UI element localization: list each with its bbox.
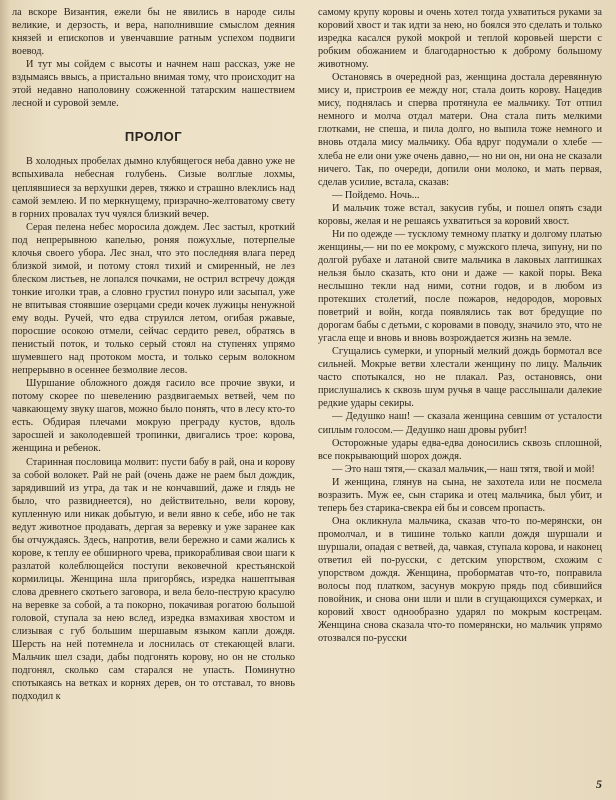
body-paragraph: Осторожные удары едва-едва доносились сквозь сплошной, все покрывающий шорох дождя.: [318, 437, 602, 462]
right-column: [318, 6, 602, 645]
dialogue-line: — Дедушко наш! — сказала женщина севшим от усталости сиплым голосом.— Дедушко наш дровы рубит!: [318, 411, 602, 436]
dialogue-line: — Это наш тятя,— сказал мальчик,— наш тятя, твой и мой!: [332, 463, 595, 475]
page-fold-shadow: [0, 0, 10, 800]
body-paragraph: Сгущались сумерки, и упорный мелкий дождь бормотал все сильней. Мокрые ветви хлестали женщину по лицу. Мальчик часто спотыкался, но не плакал. Раз, остановясь, они прислушались к сквозь шум ручья в чаще расслышали далекие редкие удары секиры.: [318, 346, 602, 410]
intro-paragraph: ла вскоре Византия, ежели бы не явились в народе силы великие, и дерзость, и вера, наполнившие смыслом деяния князей и епископов и увенчавшие ратным успехом подвиги воевод.: [12, 7, 295, 58]
body-paragraph: Шуршание обложного дождя гасило все прочие звуки, и потому скорее по шевелению раздвигаемых ветвей, чем по чавкающему звуку шагов, можно было понять, что в лесу кто-то есть. Обдирая плечами мокрую преграду кустов, вдоль заросшей и заколодевшей тропинки, двигались трое: корова, женщина и ребенок.: [12, 378, 295, 455]
body-paragraph: И женщина, глянув на сына, не захотела или не посмела возразить. Муж ее, сын старика и отец мальчика, был убит, и теперь без старика-свекра ей бы и совсем пропасть.: [318, 476, 602, 514]
body-paragraph: Старинная пословица молвит: пусти бабу в рай, она и корову за собой волокет. Рай не рай (очень даже не раем был дождик, зарядивший из утра, да так и не кончавший, даже и глядь не было, что развиднеется), но действительно, вели корову, купленную или никак добытую, и вели явно к себе, ибо не так ведут животное продавать, дергая за веревку и уже заранее как бы отчуждаясь. Здесь, напротив, вели бережно и сами жались к корове, к теплу ее обширного чрева, прикорабливая свои шаги к разлатой колеблющейся поступи вековечной крестьянской кормилицы. Женщина шла пригорбясь, изредка нашептывая слова древнего скотьего заговора, и вела бело-пеструю красулю на веревке за собой, а та покорно, покачивая рогатою большой головой, ступала за нею вслед, изредка взмахивая хвостом и слизывая с губ большим шершавым языком капли дождя. Шерсть на ней потемнела и лоснилась от стекающей влаги. Мальчик шел сзади, дабы подгонять корову, но он не столько подгонял, сколько сам старался не упасть. Поминутно спотыкаясь на ветках и корнях дерев, он то отставал, то вновь подходил к: [12, 456, 295, 703]
intro-paragraph: И тут мы сойдем с высоты и начнем наш рассказ, уже не вздымаясь ввысь, а пристально внимая тому, что происходит на этой недавно наполовину сожженной татарским нашествием лесной и суровой земле.: [12, 59, 295, 110]
body-paragraph: Серая пелена небес моросила дождем. Лес застыл, кроткий под непрерывною капелью, роняя пожухлые, потерпелые клочья своего убора. Лес знал, что это последняя влага перед близкой зимой, и потому стоял тихий и смиренный, не лез блеском листьев, не лопался почками, не острил встречу дождя тонкие иголки трав, а словно грустил понуро или засыпал, уже не впитывая стоявшие озерцами среди кочек лужицы ненужной ему воды. Ручей, что едва струился летом, огибая ржавые, поросшие осокою отмели, сейчас сердито ревел, обратясь в пенистый поток, и только серый стоял на ступенях упрямо шумевшего над протоком моста, и только серым волокном непрерывно в осеннее безмолвие лесов.: [12, 221, 295, 377]
page-number: 5: [596, 777, 602, 791]
left-column: [12, 6, 295, 703]
chapter-heading: ПРОЛОГ: [124, 129, 183, 145]
body-paragraph: И мальчик тоже встал, закусив губы, и пошел опять сзади коровы, желая и не решаясь ухватиться за коровий хвост.: [318, 202, 602, 227]
body-paragraph: Остановясь в очередной раз, женщина достала деревянную мису и, пристроив ее между ног, стала доить корову. Нацедив мису, поднялась и сперва протянула ее мальчику. Тот отпил немного и молча отдал матери. Она стала пить мелкими глотками, не спеша, и пила долго, но выпила тоже немного и вновь отдала мису мальчику. Оба вдруг подумали о хлебе — хлеба не ели они уже очень давно,— но ни он, ни она не сказали ничего. Так, по очереди, допили они молоко, и мать первая, сделав усилие, встала, сказав:: [318, 72, 602, 188]
body-paragraph: Ни по одежде — тусклому темному платку и долгому платью женщины,— ни по ее мокрому, с мужского плеча, зипуну, ни по долгой рубахе и латаной свите мальчика в лаковых лаптишках нельзя было сказать, кто они и даже — какой поры. Века неслышно текли над ними, сотни годов, и в любом из протекших столетий, после пожаров, недородов, моровых поветрий и войн, когда появлялись так вот бредущие по дорогам бабы с детьми, с коровами в поводу, значило это, что не угасла еще и вновь и вновь возрождается жизнь на земле.: [318, 228, 602, 345]
dialogue-line: — Пойдемо. Ночь...: [332, 189, 420, 201]
body-paragraph: Она окликнула мальчика, сказав что-то по-мерянски, он промолчал, и в тишине только капли дождя шуршали и шуршали, опадая с ветвей, да, чавкая, ступала корова, и наконец ответил ей по-русски, с детским упорством, схожим с упорством дождя. Женщина, проборматав что-то, поправила волосы под платком, засунув мокрую прядь под сбившийся повойник, и снова они шли и шли в сгущающихся сумерках, и коровий хвост однообразно ударял по мокрым кострецам. Женщина снова сказала что-то померянски, но мальчик упрямо отозвался по-русски: [318, 515, 602, 645]
body-paragraph: В холодных пробелах дымно клубящегося неба давно уже не вспыхивала небесная голубень. Сизые волглые лохмы, цеплявшиеся за верхушки дерев, тяжко и страшно влеклись над самой землею. И по меркнущему, призрачно-желтоватому свету в горних провалах туч чуялся близкий вечер.: [12, 156, 295, 220]
body-paragraph: самому крупу коровы и очень хотел тогда ухватиться руками за коровий хвост и так идти за нею, но боялся это сделать и только изредка касался рукой мокрой и теплой коровьей шерсти с робким обожанием и благодарностью к доброму большому животному.: [318, 7, 602, 71]
